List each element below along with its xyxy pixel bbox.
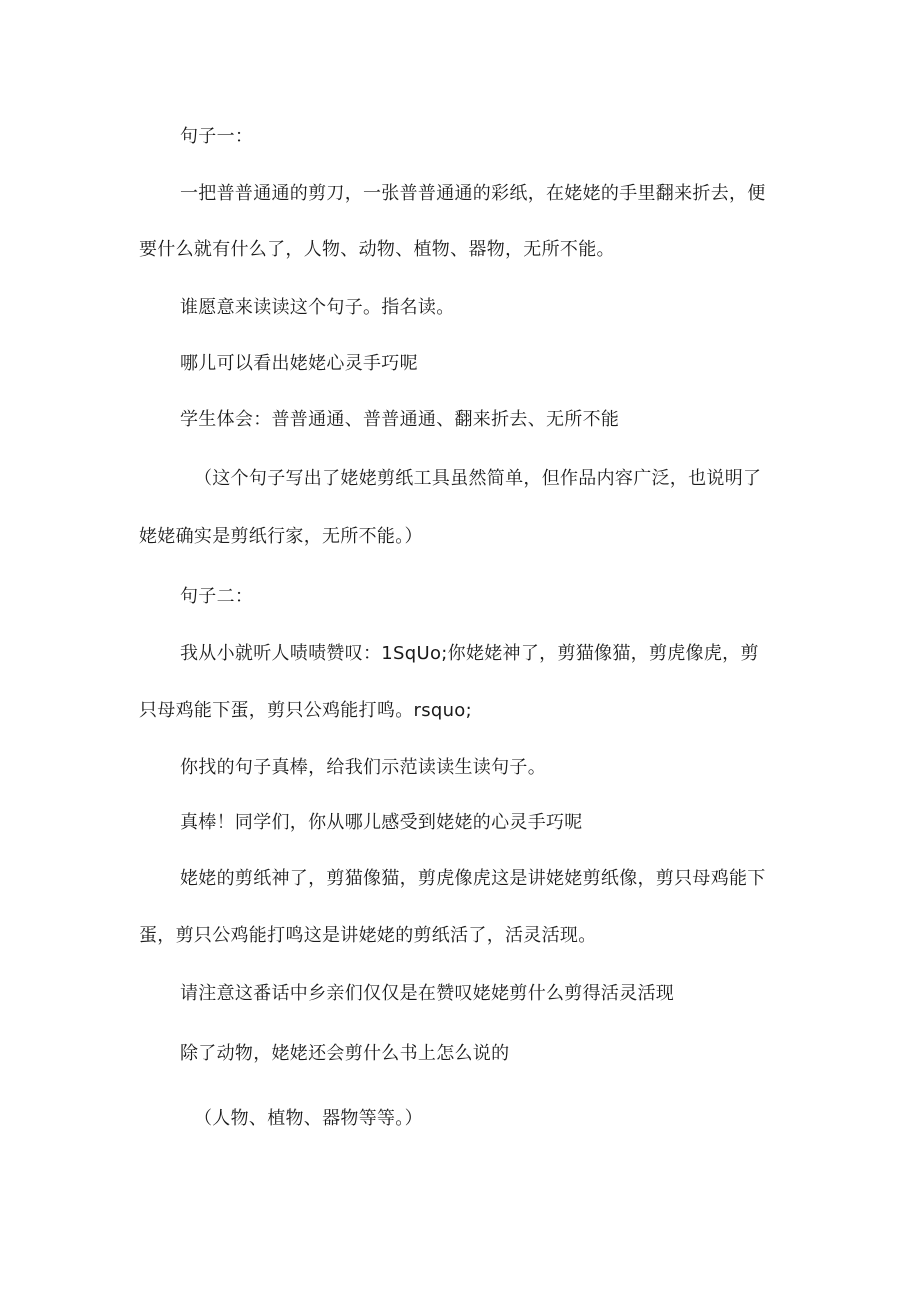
paragraph-text: 除了动物，姥姥还会剪什么书上怎么说的 [180,1043,510,1064]
sentence-two-text-line-1: 我从小就听人啧啧赞叹：1SqUo;你姥姥神了，剪猫像猫，剪虎像虎，剪 [180,643,759,664]
paragraph-text: 哪儿可以看出姥姥心灵手巧呢 [180,353,418,374]
paragraph-text: 真棒！同学们，你从哪儿感受到姥姥的心灵手巧呢 [180,812,583,833]
heading-sentence-one: 句子一： [180,126,254,147]
paragraph-text: 姥姥的剪纸神了，剪猫像猫，剪虎像虎这是讲姥姥剪纸像，剪只母鸡能下 [180,868,766,889]
sentence-two-text-line-2: 只母鸡能下蛋，剪只公鸡能打鸣。rsquo; [139,700,472,721]
paragraph-text: 请注意这番话中乡亲们仅仅是在赞叹姥姥剪什么剪得活灵活现 [180,983,675,1004]
sentence-one-text-line-1: 一把普普通通的剪刀，一张普普通通的彩纸，在姥姥的手里翻来折去，便 [180,183,766,204]
sentence-one-text-line-2: 要什么就有什么了，人物、动物、植物、器物，无所不能。 [139,239,615,260]
paragraph-text: （人物、植物、器物等等。） [194,1108,423,1129]
paragraph-text: 学生体会：普普通通、普普通通、翻来折去、无所不能 [180,409,620,430]
paragraph-text: 蛋，剪只公鸡能打鸣这是讲姥姥的剪纸活了，活灵活现。 [139,925,597,946]
paragraph-text: 你找的句子真棒，给我们示范读读生读句子。 [180,757,546,778]
paragraph-text: 谁愿意来读读这个句子。指名读。 [180,297,455,318]
heading-sentence-two: 句子二： [180,586,254,607]
explanation-line-2: 姥姥确实是剪纸行家，无所不能。） [139,526,423,547]
explanation-line-1: （这个句子写出了姥姥剪纸工具虽然简单，但作品内容广泛，也说明了 [194,468,762,489]
